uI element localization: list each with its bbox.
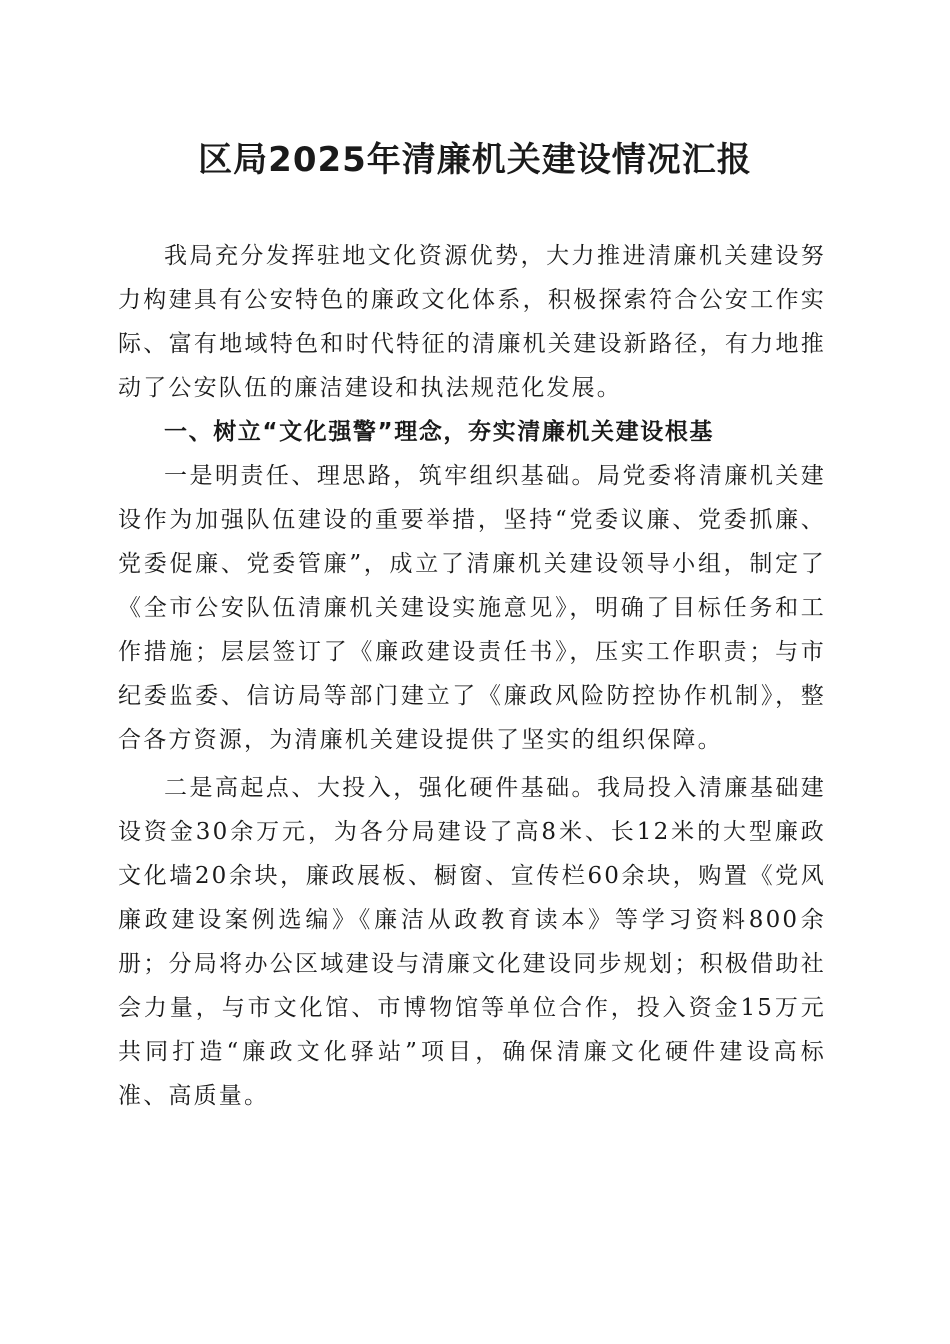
document-title: 区局2025年清廉机关建设情况汇报 <box>198 140 752 180</box>
paragraph-responsibility: 一是明责任、理思路，筑牢组织基础。局党委将清廉机关建设作为加强队伍建设的重要举措，坚持“党委议廉、党委抓廉、党委促廉、党委管廉”，成立了清廉机关建设领导小组，制定了《全市公安队伍清廉机关建设实施意见》，明确了目标任务和工作措施；层层签订了《廉政建设责任书》，压实工作职责；与市纪委监委、信访局等部门建立了《廉政风险防控协作机制》，整合各方资源，为清廉机关建设提供了坚实的组织保障。 <box>118 463 826 753</box>
paragraph-investment: 二是高起点、大投入，强化硬件基础。我局投入清廉基础建设资金30余万元，为各分局建设了高8米、长12米的大型廉政文化墙20余块，廉政展板、橱窗、宣传栏60余块，购置《党风廉政建设案例选编》《廉洁从政教育读本》等学习资料800余册；分局将办公区域建设与清廉文化建设同步规划；积极借助社会力量，与市文化馆、市博物馆等单位合作，投入资金15万元共同打造“廉政文化驿站”项目，确保清廉文化硬件建设高标准、高质量。 <box>118 775 826 1109</box>
document-body <box>118 234 826 1118</box>
section-heading-1: 一、树立“文化强警”理念，夯实清廉机关建设根基 <box>164 419 715 445</box>
intro-paragraph: 我局充分发挥驻地文化资源优势，大力推进清廉机关建设努力构建具有公安特色的廉政文化体系，积极探索符合公安工作实际、富有地域特色和时代特征的清廉机关建设新路径，有力地推动了公安队伍的廉洁建设和执法规范化发展。 <box>118 243 826 401</box>
